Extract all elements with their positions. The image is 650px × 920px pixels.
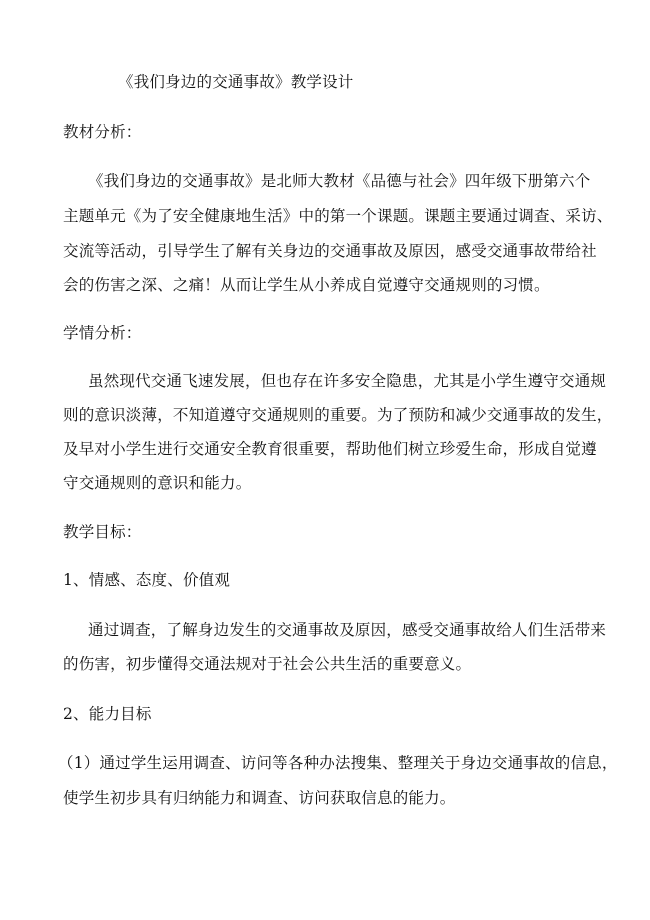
goal-1-heading: 1、情感、态度、价值观 — [63, 571, 231, 589]
goal-1-paragraph-line: 的伤害，初步懂得交通法规对于社会公共生活的重要意义。 — [63, 655, 472, 673]
students-paragraph-line: 虽然现代交通飞速发展，但也存在许多安全隐患，尤其是小学生遵守交通规 — [88, 372, 607, 390]
section-heading-goals: 教学目标： — [63, 523, 142, 541]
document-title: 《我们身边的交通事故》教学设计 — [118, 73, 354, 91]
materials-paragraph-line: 《我们身边的交通事故》是北师大教材《品德与社会》四年级下册第六个 — [88, 172, 591, 190]
students-paragraph-line: 及早对小学生进行交通安全教育很重要，帮助他们树立珍爱生命，形成自觉遵 — [63, 440, 597, 458]
materials-paragraph-line: 主题单元《为了安全健康地生活》中的第一个课题。课题主要通过调查、采访、 — [63, 207, 613, 225]
section-heading-materials: 教材分析： — [63, 123, 142, 141]
goal-2-heading: 2、能力目标 — [63, 705, 152, 723]
goal-2-paragraph-line: 使学生初步具有归纳能力和调查、访问获取信息的能力。 — [63, 789, 456, 807]
students-paragraph-line: 守交通规则的意识和能力。 — [63, 474, 252, 492]
materials-paragraph-line: 交流等活动，引导学生了解有关身边的交通事故及原因，感受交通事故带给社 — [63, 242, 597, 260]
section-heading-students: 学情分析： — [63, 324, 142, 342]
goal-2-paragraph-line: （1）通过学生运用调查、访问等各种办法搜集、整理关于身边交通事故的信息， — [58, 754, 618, 772]
materials-paragraph-line: 会的伤害之深、之痛！从而让学生从小养成自觉遵守交通规则的习惯。 — [63, 276, 550, 294]
students-paragraph-line: 则的意识淡薄，不知道遵守交通规则的重要。为了预防和减少交通事故的发生， — [63, 406, 613, 424]
goal-1-paragraph-line: 通过调查，了解身边发生的交通事故及原因，感受交通事故给人们生活带来 — [88, 621, 607, 639]
